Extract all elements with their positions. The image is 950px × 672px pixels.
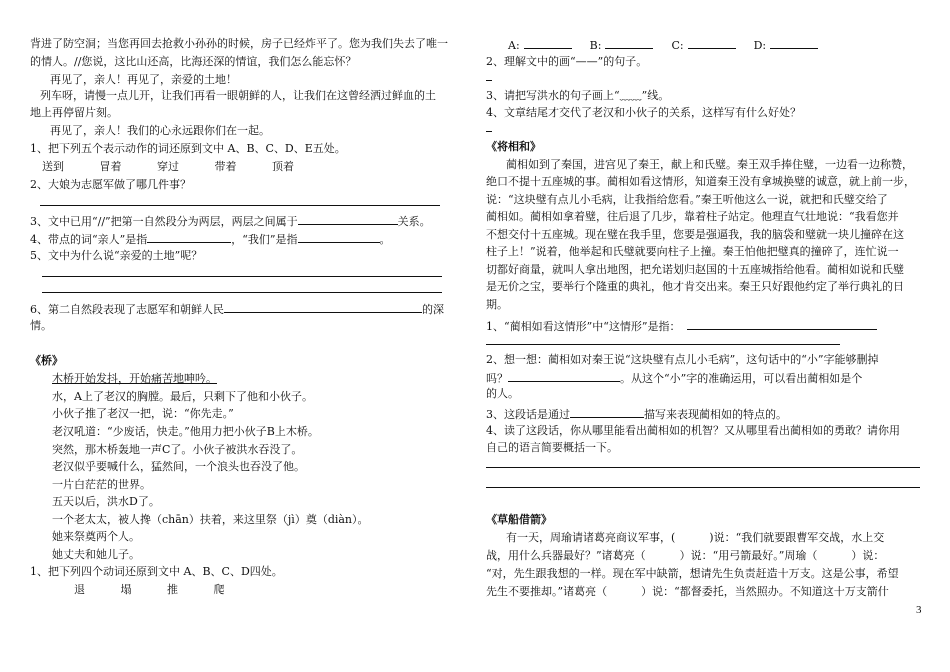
answer-line[interactable]: [40, 205, 440, 206]
passage-line: 水，A上了老汉的胸膛。最后，只剩下了他和小伙子。: [52, 390, 313, 403]
passage-line: 老汉吼道：“少废话，快走。”他用力把小伙子B上木桥。: [52, 425, 319, 438]
passage-line: 柱子上！”说着，他举起和氏璧就要向柱子上撞。秦王怕他把璧真的撞碎了，连忙说一: [486, 245, 899, 258]
answer-blank[interactable]: [605, 37, 653, 49]
passage-line: 再见了，亲人！再见了，亲爱的土地！: [50, 73, 237, 86]
answer-line[interactable]: [42, 292, 442, 293]
passage-line: 不想交付十五座城。现在璧在我手里，您要是强逼我，我的脑袋和璧就一块儿撞碎在这: [486, 228, 904, 241]
answer-blank[interactable]: [524, 37, 572, 49]
section-title-bridge: 《桥》: [30, 354, 63, 367]
bridge-question-2: 2、理解文中的画“——”的句子。: [486, 55, 648, 68]
bridge-question-1: 1、把下列四个动词还原到文中 A、B、C、D四处。: [30, 565, 283, 578]
word-option: 带着: [214, 160, 237, 173]
passage-line: 五天以后，洪水D了。: [52, 495, 160, 508]
answer-blank[interactable]: [224, 301, 422, 313]
passage-line-underlined: 木桥开始发抖，开始痛苦地呻吟。: [52, 372, 217, 385]
answer-blank[interactable]: [687, 318, 877, 330]
passage-line: 切都好商量，就叫人拿出地图，把允诺划归赵国的十五座城指给他看。蔺相如说和氏璧: [486, 263, 904, 276]
section-title-caochuan: 《草船借箭》: [486, 513, 552, 526]
question-3: 3、文中已用“//”把第一自然段分为两层，两层之间属于 关系。: [30, 215, 431, 228]
answer-blank[interactable]: [147, 231, 231, 243]
passage-line: 说：“这块璧有点儿小毛病，让我指给您看。”秦王听他这么一说，就把和氏璧交给了: [486, 193, 888, 206]
bridge-question-3: 3、请把写洪水的句子画上“﹏﹏”线。: [486, 89, 670, 102]
question-5: 5、文中为什么说“亲爱的土地”呢？: [30, 249, 203, 262]
passage-line: “对，先生跟我想的一样。现在军中缺箭，想请先生负责赶造十万支。这是公事，希望: [486, 567, 899, 580]
word-bank: [42, 160, 294, 174]
jiang-question-1: 1、“蔺相如看这情形”中“这情形”是指：: [486, 318, 877, 334]
word-option: 退: [74, 583, 85, 596]
passage-line: 一个老太太，被人搀（chān）扶着，来这里祭（jì）奠（diàn）。: [52, 513, 369, 526]
answer-line[interactable]: [486, 80, 492, 81]
word-option: 塌: [120, 583, 132, 596]
jiang-question-4-cont: 自己的语言简要概括一下。: [486, 441, 618, 454]
passage-line: 是无价之宝，要举行个隆重的典礼，他才肯交出来。秦王只好跟他约定了举行典礼的日: [486, 280, 904, 293]
passage-line: 有一天，周瑜请诸葛亮商议军事，( )说：“我们就要跟曹军交战，水上交: [506, 531, 885, 544]
passage-line: 一片白茫茫的世界。: [52, 478, 151, 491]
passage-line: 列车呀，请慢一点儿开，让我们再看一眼朝鲜的人，让我们在这曾经洒过鲜血的土: [40, 89, 436, 102]
page-number: 3: [916, 604, 922, 616]
passage-line: 地上再停留片刻。: [30, 106, 118, 119]
answer-line[interactable]: [486, 487, 920, 488]
word-option: 推: [167, 583, 178, 596]
word-option: 送到: [42, 160, 64, 173]
passage-line: 先生不要推却。”诸葛亮（ ）说：“都督委托，当然照办。不知道这十万支箭什: [486, 585, 889, 598]
answer-line[interactable]: [486, 467, 920, 468]
jiang-question-2-end: 的人。: [486, 387, 519, 400]
abcd-answers: A: B: C: D:: [508, 37, 818, 53]
answer-line[interactable]: [486, 344, 840, 345]
answer-blank[interactable]: [508, 370, 620, 382]
word-option: 爬: [213, 583, 225, 596]
passage-line: 再见了，亲人！我们的心永远跟你们在一起。: [50, 124, 270, 137]
passage-line: 小伙子推了老汉一把，说：“你先走。”: [52, 407, 234, 420]
passage-line: 绝口不提十五座城的事。蔺相如看这情形，知道秦王没有拿城换璧的诚意，就上前一步，: [486, 175, 915, 188]
passage-line: 的情人。//您说，这比山还高，比海还深的情谊，我们怎么能忘怀？: [30, 55, 357, 68]
passage-line: 突然，那木桥轰地一声C了。小伙子被洪水吞没了。: [52, 443, 303, 456]
question-1: 1、把下列五个表示动作的词还原到文中 A、B、C、D、E五处。: [30, 142, 346, 155]
bridge-question-4: 4、文章结尾才交代了老汉和小伙子的关系，这样写有什么好处？: [486, 106, 801, 119]
answer-blank[interactable]: [770, 37, 818, 49]
question-4: 4、带点的词“亲人”是指 ，“我们”是指 。: [30, 233, 391, 246]
passage-line: 她来祭奠两个人。: [52, 530, 140, 543]
word-option: 穿过: [157, 160, 179, 173]
answer-blank[interactable]: [570, 406, 644, 418]
word-bank: [74, 583, 225, 597]
jiang-question-2: 2、想一想：蔺相如对秦王说“这块璧有点儿小毛病”，这句话中的“小”字能够删掉: [486, 353, 879, 366]
passage-line: 背进了防空洞；当您再回去抢救小孙孙的时候，房子已经炸平了。您为我们失去了唯一: [30, 37, 448, 50]
answer-blank[interactable]: [688, 37, 736, 49]
jiang-question-4: 4、读了这段话，你从哪里能看出蔺相如的机智？又从哪里看出蔺相如的勇敢？请你用: [486, 424, 900, 437]
answer-blank[interactable]: [298, 231, 380, 243]
passage-line: 期。: [486, 298, 508, 311]
question-2: 2、大娘为志愿军做了哪几件事？: [30, 178, 191, 191]
answer-blank[interactable]: [298, 213, 398, 225]
jiang-question-3: 3、这段话是通过 描写来表现蔺相如的特点的。: [486, 408, 787, 421]
jiang-question-2-cont: 吗？ 。从这个“小”字的准确运用，可以看出蔺相如是个: [486, 372, 863, 385]
passage-line: 她丈夫和她儿子。: [52, 548, 140, 561]
answer-line[interactable]: [486, 131, 492, 132]
word-option: 冒着: [99, 160, 122, 173]
passage-line: 战，用什么兵器最好？”诸葛亮（ ）说：“用弓箭最好。”周瑜（ ）说：: [486, 549, 885, 562]
passage-line: 蔺相如。蔺相如拿着璧，往后退了几步，靠着柱子站定。他理直气壮地说：“我看您并: [486, 210, 899, 223]
passage-line: 老汉似乎要喊什么，猛然间，一个浪头也吞没了他。: [52, 460, 305, 473]
word-option: 顶着: [272, 160, 294, 173]
question-6-cont: 情。: [30, 319, 52, 332]
passage-line: 蔺相如到了秦国，进宫见了秦王，献上和氏璧。秦王双手捧住璧，一边看一边称赞，: [506, 158, 913, 171]
section-title-jiangxianghe: 《将相和》: [486, 140, 541, 153]
answer-line[interactable]: [42, 276, 442, 277]
question-6: 6、第二自然段表现了志愿军和朝鲜人民 的深: [30, 303, 444, 316]
